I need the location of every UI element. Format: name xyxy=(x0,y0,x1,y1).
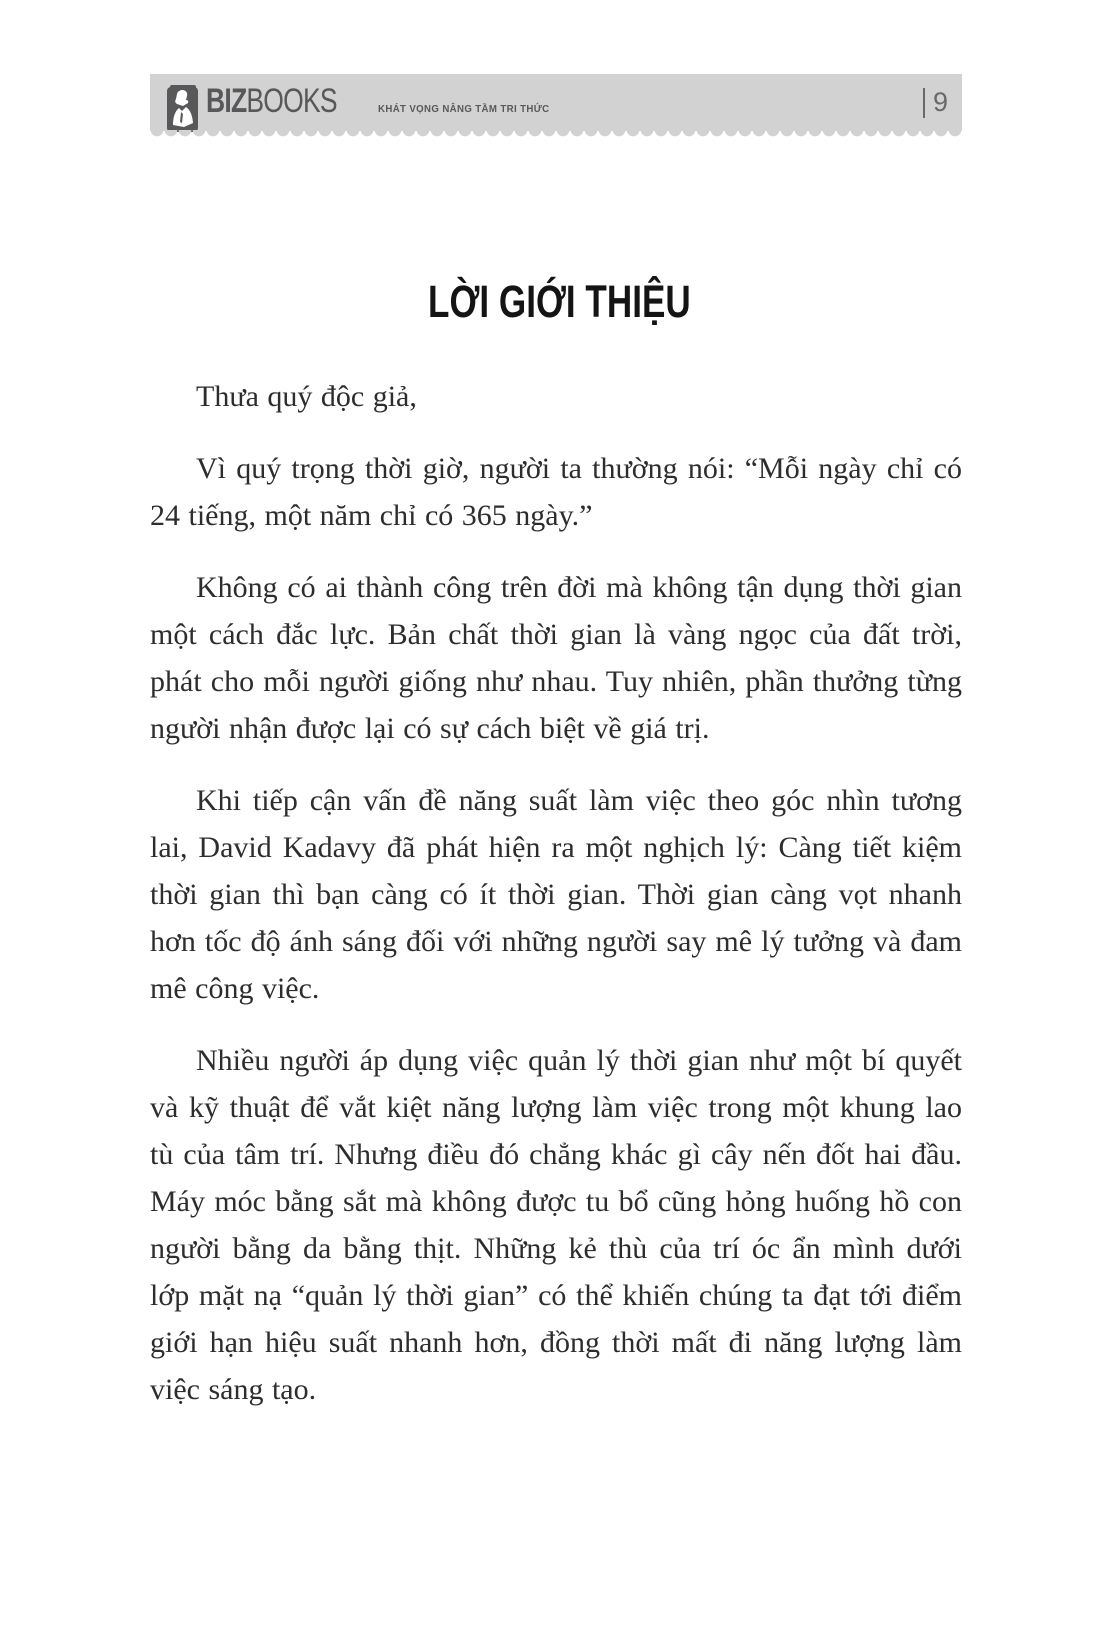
paragraph: Nhiều người áp dụng việc quản lý thời gian như một bí quyết và kỹ thuật để vắt kiệt năng lượng làm việc trong một khung lao tù của tâm trí. Nhưng điều đó chẳng khác gì cây nến đốt hai đầu. Máy móc bằng sắt mà không được tu bổ cũng hỏng huống hồ con người bằng da bằng thịt. Những kẻ thù của trí óc ẩn mình dưới lớp mặt nạ “quản lý thời gian” có thể khiến chúng ta đạt tới điểm giới hạn hiệu suất nhanh hơn, đồng thời mất đi năng lượng làm việc sáng tạo. xyxy=(150,1044,962,1406)
page-number-group xyxy=(923,74,948,131)
header-band xyxy=(150,74,962,131)
page-number-divider xyxy=(923,88,925,118)
brand-books: BOOKS xyxy=(246,82,337,120)
logo-text xyxy=(206,82,565,120)
paragraphs xyxy=(150,373,962,1413)
chapter-title xyxy=(0,276,1119,328)
paragraph: Không có ai thành công trên đời mà không tận dụng thời gian một cách đắc lực. Bản chất thời gian là vàng ngọc của đất trời, phát cho mỗi người giống như nhau. Tuy nhiên, phần thưởng từng người nhận được lại có sự cách biệt về giá trị. xyxy=(150,571,962,745)
paragraph: Thưa quý độc giả, xyxy=(196,380,417,413)
page-number: 9 xyxy=(932,87,948,117)
chapter-title-text: LỜI GIỚI THIỆU xyxy=(428,276,691,327)
businessman-book-icon xyxy=(167,85,198,132)
paragraph: Vì quý trọng thời giờ, người ta thường nói: “Mỗi ngày chỉ có 24 tiếng, một năm chỉ có 365 ngày.” xyxy=(150,452,962,532)
brand-name xyxy=(206,82,337,120)
publisher-logo xyxy=(167,82,565,132)
paragraph: Khi tiếp cận vấn đề năng suất làm việc theo góc nhìn tương lai, David Kadavy đã phát hiện ra một nghịch lý: Càng tiết kiệm thời gian thì bạn càng có ít thời gian. Thời gian càng vọt nhanh hơn tốc độ ánh sáng đối với những người say mê lý tưởng và đam mê công việc. xyxy=(150,784,962,1005)
brand-biz: BIZ xyxy=(206,82,247,120)
brand-tagline: KHÁT VỌNG NÂNG TẦM TRI THỨC xyxy=(378,103,550,115)
